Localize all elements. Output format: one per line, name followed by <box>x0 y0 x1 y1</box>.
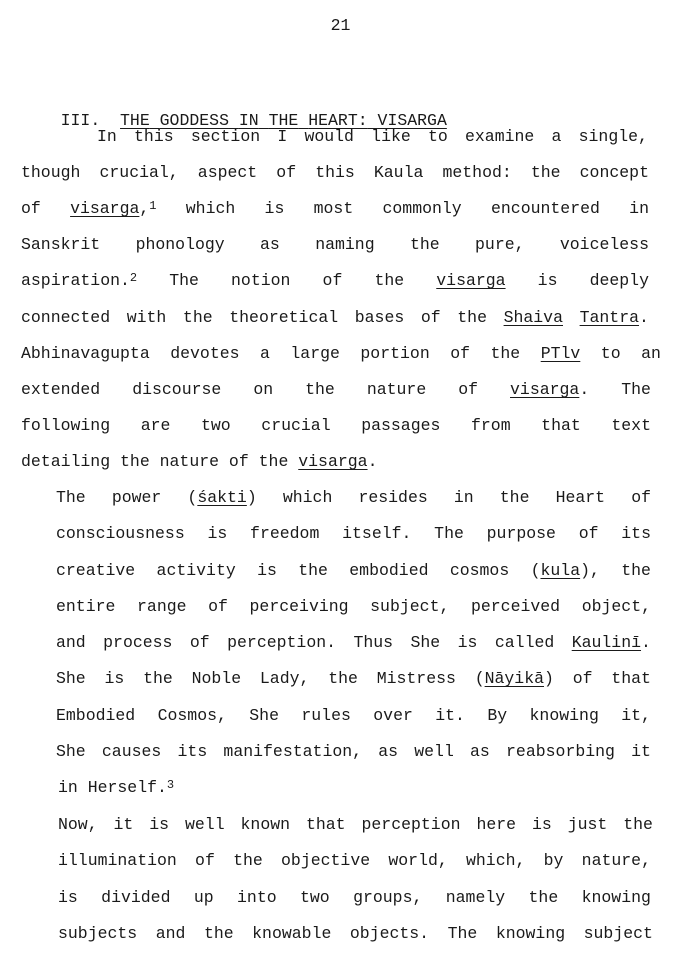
text-line: and process of perception. Thus She is called Kaulinī. <box>56 633 651 652</box>
term-visarga: visarga <box>436 271 506 290</box>
text-line: The power (śakti) which resides in the Heart of <box>56 488 651 507</box>
footnote-marker: 3 <box>166 778 175 792</box>
term-visarga: visarga <box>298 452 368 471</box>
term-nayika: Nāyikā <box>484 669 545 688</box>
page-number: 21 <box>330 16 351 35</box>
section-title: THE GODDESS IN THE HEART: VISARGA <box>120 111 447 130</box>
term-visarga: visarga <box>70 199 140 218</box>
term-tantra: Tantra <box>579 308 640 327</box>
term-kula: kula <box>540 561 581 580</box>
term-ptlv: PTlv <box>540 344 581 363</box>
text-line: Sanskrit phonology as naming the pure, voiceless <box>21 235 649 254</box>
text-line: extended discourse on the nature of visarga. The <box>21 380 651 399</box>
text-line: in Herself.$^3$ <box>58 778 175 797</box>
text-line: She is the Noble Lady, the Mistress (Nāyikā) of that <box>56 669 651 688</box>
text-line: illumination of the objective world, which, by nature, <box>58 851 651 870</box>
term-visarga: visarga <box>510 380 580 399</box>
text-line: subjects and the knowable objects. The knowing subject <box>58 924 653 943</box>
text-line: though crucial, aspect of this Kaula method: the concept <box>21 163 649 182</box>
text-line: Now, it is well known that perception here is just the <box>58 815 653 834</box>
footnote-marker: 1 <box>149 199 157 213</box>
text-line: In this section I would like to examine a single, <box>97 127 648 146</box>
text-line: Embodied Cosmos, She rules over it. By knowing it, <box>56 706 651 725</box>
text-line: detailing the nature of the visarga. <box>21 452 378 471</box>
text-line: Abhinavagupta devotes a large portion of the PTlv to an <box>21 344 661 363</box>
term-kaulini: Kaulinī <box>571 633 642 652</box>
footnote-marker: 2 <box>129 271 138 285</box>
text-line: following are two crucial passages from that text <box>21 416 651 435</box>
text-line: aspiration.$^2$ The notion of the visarga is deeply <box>21 271 649 290</box>
term-shaiva: Shaiva <box>503 308 563 327</box>
text-line: creative activity is the embodied cosmos (kula), the <box>56 561 651 580</box>
text-line: connected with the theoretical bases of the Shaiva Tantra. <box>21 308 649 327</box>
text-line: of visarga,$^1$ which is most commonly encountered in <box>21 199 649 218</box>
section-numeral: III. <box>60 111 101 130</box>
text-line: entire range of perceiving subject, perceived object, <box>56 597 651 616</box>
term-sakti: śakti <box>197 488 247 507</box>
text-line: consciousness is freedom itself. The purpose of its <box>56 524 651 543</box>
text-line: is divided up into two groups, namely the knowing <box>58 888 651 907</box>
text-line: She causes its manifestation, as well as reabsorbing it <box>56 742 651 761</box>
